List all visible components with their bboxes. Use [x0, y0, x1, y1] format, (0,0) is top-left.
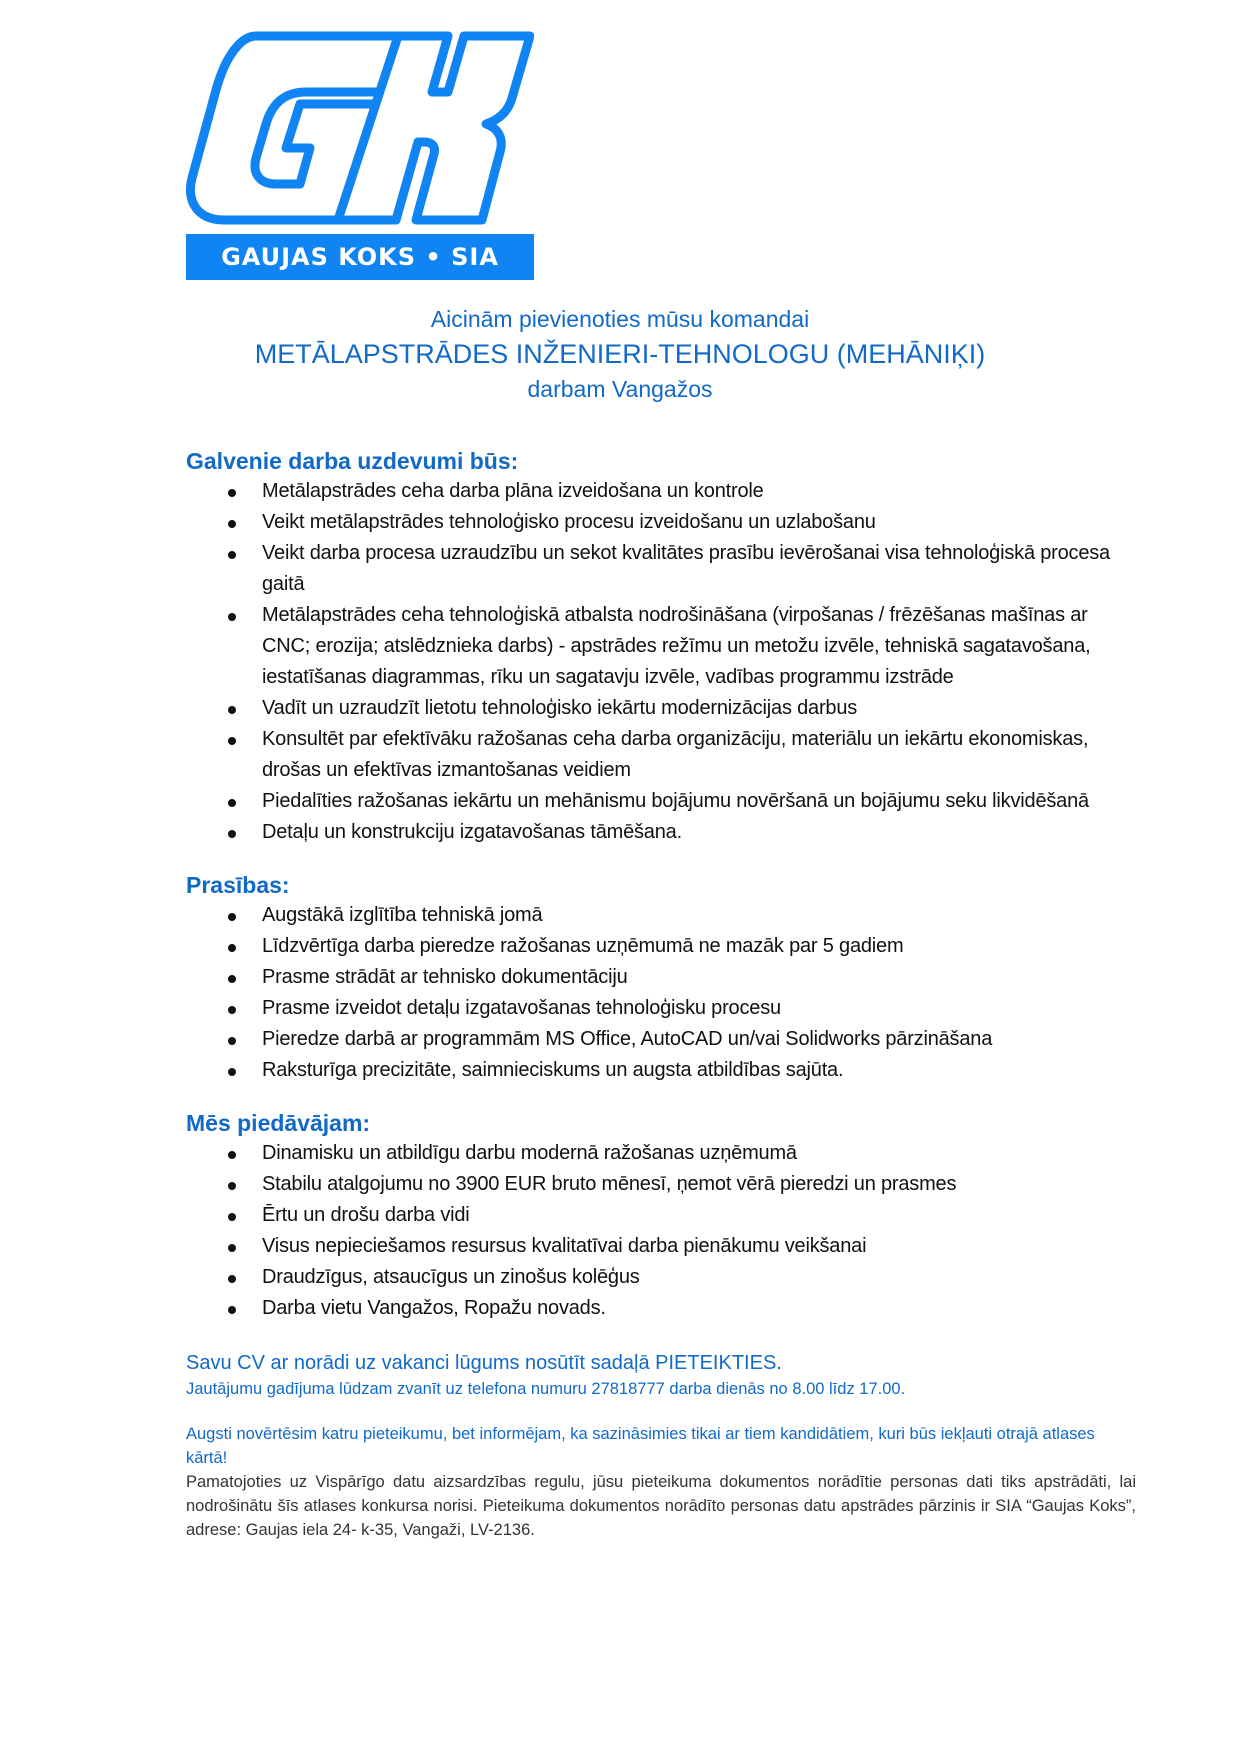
bullet-icon	[228, 1151, 236, 1159]
bullet-icon	[228, 551, 236, 559]
list-item: Metālapstrādes ceha darba plāna izveidošana un kontrole	[186, 476, 1136, 507]
list-item: Konsultēt par efektīvāku ražošanas ceha darba organizāciju, materiālu un iekārtu ekonomiskas, drošas un efektīvas izmantošanas veidiem	[186, 724, 1136, 786]
list-item: Visus nepieciešamos resursus kvalitatīvai darba pienākumu veikšanai	[186, 1231, 1136, 1262]
list-item: Stabilu atalgojumu no 3900 EUR bruto mēnesī, ņemot vērā pieredzi un prasmes	[186, 1169, 1136, 1200]
bullet-icon	[228, 975, 236, 983]
list-item: Detaļu un konstrukciju izgatavošanas tāmēšana.	[186, 817, 1136, 848]
list-item: Prasme izveidot detaļu izgatavošanas tehnoloģisku procesu	[186, 993, 1136, 1024]
offer-list	[186, 1138, 1136, 1324]
bullet-icon	[228, 799, 236, 807]
list-item: Raksturīga precizitāte, saimnieciskums un augsta atbildības sajūta.	[186, 1055, 1136, 1086]
list-item: Draudzīgus, atsaucīgus un zinošus kolēģus	[186, 1262, 1136, 1293]
list-item: Pieredze darbā ar programmām MS Office, AutoCAD un/vai Solidworks pārzināšana	[186, 1024, 1136, 1055]
requirements-list	[186, 900, 1136, 1086]
bullet-icon	[228, 1182, 236, 1190]
bullet-icon	[228, 1306, 236, 1314]
bullet-icon	[228, 830, 236, 838]
list-item: Veikt darba procesa uzraudzību un sekot kvalitātes prasību ievērošanai visa tehnoloģiskā procesa gaitā	[186, 538, 1136, 600]
duties-list	[186, 476, 1136, 848]
company-name-banner: GAUJAS KOKS • SIA	[186, 234, 534, 280]
offer-heading: Mēs piedāvājam:	[186, 1110, 371, 1136]
job-location: darbam Vangažos	[527, 376, 713, 402]
list-item: Vadīt un uzraudzīt lietotu tehnoloģisko iekārtu modernizācijas darbus	[186, 693, 1136, 724]
requirements-section	[186, 870, 1136, 1086]
apply-instructions: Savu CV ar norādi uz vakanci lūgums nosūtīt sadaļā PIETEIKTIES.	[186, 1352, 782, 1374]
list-item: Piedalīties ražošanas iekārtu un mehānismu bojājumu novēršanā un bojājumu seku likvidēšanā	[186, 786, 1136, 817]
gdpr-disclaimer: Pamatojoties uz Vispārīgo datu aizsardzības regulu, jūsu pieteikuma dokumentos norādītie personas dati tiks apstrādāti, lai nodrošinātu šīs atlases konkursa norisi. Pieteikuma dokumentos norādīto personas datu apstrādes pārzinis ir SIA “Gaujas Koks”, adrese: Gaujas iela 24- k-35, Vangaži, LV-2136.	[186, 1473, 1136, 1539]
list-item: Augstākā izglītība tehniskā jomā	[186, 900, 1136, 931]
bullet-icon	[228, 1037, 236, 1045]
offer-section	[186, 1108, 1136, 1324]
duties-section	[186, 446, 1136, 848]
bullet-icon	[228, 520, 236, 528]
bullet-icon	[228, 737, 236, 745]
gk-monogram-icon	[186, 28, 534, 228]
requirements-heading: Prasības:	[186, 872, 290, 898]
bullet-icon	[228, 944, 236, 952]
job-title: METĀLAPSTRĀDES INŽENIERI-TEHNOLOGU (MEHĀNIĶI)	[254, 339, 986, 369]
duties-heading: Galvenie darba uzdevumi būs:	[186, 448, 519, 474]
bullet-icon	[228, 1275, 236, 1283]
list-item: Līdzvērtīga darba pieredze ražošanas uzņēmumā ne mazāk par 5 gadiem	[186, 931, 1136, 962]
bullet-icon	[228, 613, 236, 621]
bullet-icon	[228, 489, 236, 497]
job-description	[186, 446, 1136, 1542]
list-item: Ērtu un drošu darba vidi	[186, 1200, 1136, 1231]
bullet-icon	[228, 1213, 236, 1221]
list-item: Darba vietu Vangažos, Ropažu novads.	[186, 1293, 1136, 1324]
list-item: Prasme strādāt ar tehnisko dokumentāciju	[186, 962, 1136, 993]
contact-phone-info: Jautājumu gadījuma lūdzam zvanīt uz telefona numuru 27818777 darba dienās no 8.00 līdz 17.00.	[186, 1380, 906, 1398]
list-item: Metālapstrādes ceha tehnoloģiskā atbalsta nodrošināšana (virpošanas / frēzēšanas mašīnas ar CNC; erozija; atslēdznieka darbs) - apstrādes režīmu un metožu izvēle, tehniskā sagatavošana, iestatīšanas diagrammas, rīku un sagatavju izvēle, vadības programmu izstrāde	[186, 600, 1136, 693]
invitation-line: Aicinām pievienoties mūsu komandai	[430, 306, 810, 332]
bullet-icon	[228, 1006, 236, 1014]
company-logo	[186, 28, 534, 280]
bullet-icon	[228, 1068, 236, 1076]
job-intro	[0, 302, 1240, 406]
bullet-icon	[228, 706, 236, 714]
list-item: Veikt metālapstrādes tehnoloģisko procesu izveidošanu un uzlabošanu	[186, 507, 1136, 538]
bullet-icon	[228, 913, 236, 921]
list-item: Dinamisku un atbildīgu darbu modernā ražošanas uzņēmumā	[186, 1138, 1136, 1169]
bullet-icon	[228, 1244, 236, 1252]
selection-notice: Augsti novērtēsim katru pieteikumu, bet informējam, ka sazināsimies tikai ar tiem kandidātiem, kuri būs iekļauti otrajā atlases kārtā!	[186, 1425, 1095, 1467]
